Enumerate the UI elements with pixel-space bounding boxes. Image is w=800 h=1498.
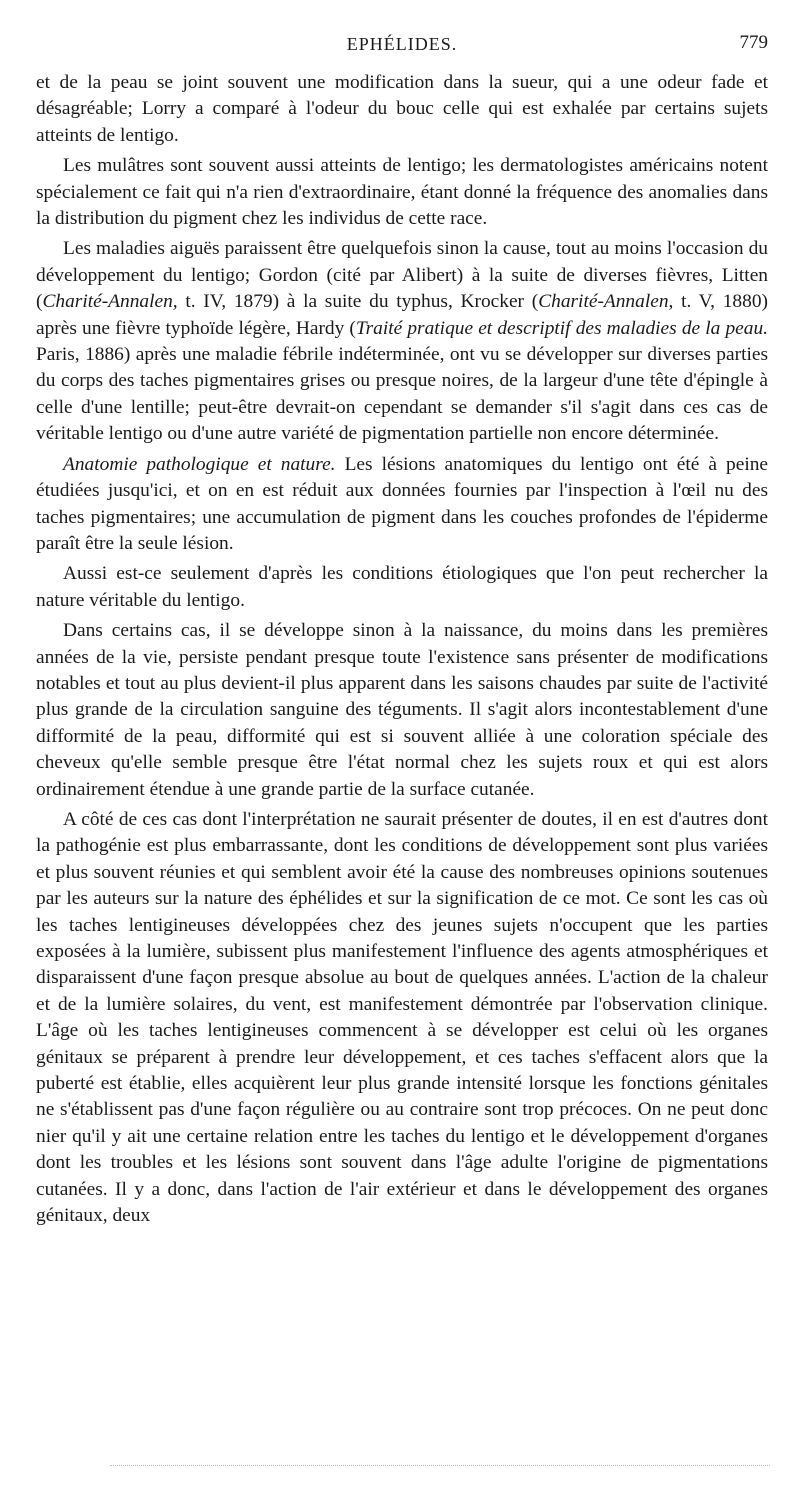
book-title: Traité pratique et descriptif des maladies de la peau. bbox=[355, 317, 769, 339]
body-text bbox=[36, 70, 768, 1233]
running-title: EPHÉLIDES. bbox=[346, 34, 458, 54]
running-header bbox=[36, 30, 768, 60]
journal-title: Charité-Annalen, bbox=[538, 291, 674, 313]
text-run: t. V, 1880) après une fièvre typhoïde légère, Hardy ( bbox=[36, 291, 768, 339]
text-run: t. IV, 1879) à la suite du typhus, Krocker ( bbox=[177, 291, 539, 313]
paragraph bbox=[36, 452, 768, 558]
text-run: Paris, 1886) après une maladie fébrile indéterminée, ont vu se développer sur diverses parties du corps des taches pigmentaires grises ou presque noires, de la largeur d'une tête d'épingle à celle d'une lentille; peut-être devrait-on cependant se demander s'il s'agit dans ces cas de véritable lentigo ou d'une autre variété de pigmentation partielle non encore déterminée. bbox=[36, 344, 768, 445]
paragraph: et de la peau se joint souvent une modification dans la sueur, qui a une odeur fade et désagréable; Lorry a comparé à l'odeur du bouc celle qui est exhalée par certains sujets atteints de lentigo. bbox=[36, 72, 768, 146]
paragraph: Les mulâtres sont souvent aussi atteints de lentigo; les dermatologistes américains notent spécialement ce fait qui n'a rien d'extraordinaire, étant donné la fréquence des anomalies dans la distribution du pigment chez les individus de cette race. bbox=[36, 155, 768, 230]
paragraph: Aussi est-ce seulement d'après les conditions étiologiques que l'on peut rechercher la nature véritable du lentigo. bbox=[36, 563, 768, 611]
journal-title: Charité-Annalen, bbox=[42, 291, 178, 313]
paragraph: Dans certains cas, il se développe sinon à la naissance, du moins dans les premières années de la vie, persiste pendant presque toute l'existence sans présenter de modifications notables et tout au plus devient-il plus apparent dans les saisons chaudes par suite de l'activité plus grande de la circulation sanguine des téguments. Il s'agit alors incontestablement d'une difformité de la peau, difformité qui est si souvent alliée à une coloration spéciale des cheveux qu'elle semble presque être l'état normal chez les sujets roux et qui est alors ordinairement étendue à une grande partie de la surface cutanée. bbox=[36, 620, 768, 800]
page-number: 779 bbox=[739, 32, 768, 53]
bleed-through-mark bbox=[110, 1465, 770, 1472]
section-heading: Anatomie pathologique et nature. bbox=[63, 453, 336, 475]
text-run: Les maladies aiguës paraissent être quelquefois sinon la cause, tout au moins l'occasion du développement du lentigo; Gordon (cité par Alibert) à la suite de diverses fièvres, Litten ( bbox=[36, 238, 768, 313]
text-run: Les lésions anatomiques du lentigo ont été à peine étudiées jusqu'ici, et on en est réduit aux données fournies par l'inspection à l'œil nu des taches pigmentaires; une accumulation de pigment dans les couches profondes de l'épiderme paraît être la seule lésion. bbox=[36, 453, 769, 554]
paragraph bbox=[36, 236, 768, 447]
paragraph: A côté de ces cas dont l'interprétation ne saurait présenter de doutes, il en est d'autres dont la pathogénie est plus embarrassante, dont les conditions de développement sont plus variées et plus souvent réunies et qui semblent avoir été la cause des nombreuses opinions soutenues par les auteurs sur la nature des éphélides et sur la signification de ce mot. Ce sont les cas où les taches lentigineuses développées chez des jeunes sujets n'occupent que les parties exposées à la lumière, subissent plus manifestement l'influence des agents atmosphériques et disparaissent d'une façon presque absolue au bout de quelques années. L'action de la chaleur et de la lumière solaires, du vent, est manifestement démontrée par l'observation clinique. L'âge où les taches lentigineuses commencent à se développer est celui où les organes génitaux se préparent à prendre leur développement, et ces taches s'effacent alors que la puberté est établie, elles acquièrent leur plus grande intensité lorsque les fonctions génitales ne s'établissent pas d'une façon régulière ou au contraire sont trop précoces. On ne peut donc nier qu'il y ait une certaine relation entre les taches du lentigo et le développement d'organes dont les troubles et les lésions sont souvent dans l'âge adulte l'origine de pigmentations cutanées. Il y a donc, dans l'action de l'air extérieur et dans le développement des organes génitaux, deux bbox=[36, 808, 768, 1227]
